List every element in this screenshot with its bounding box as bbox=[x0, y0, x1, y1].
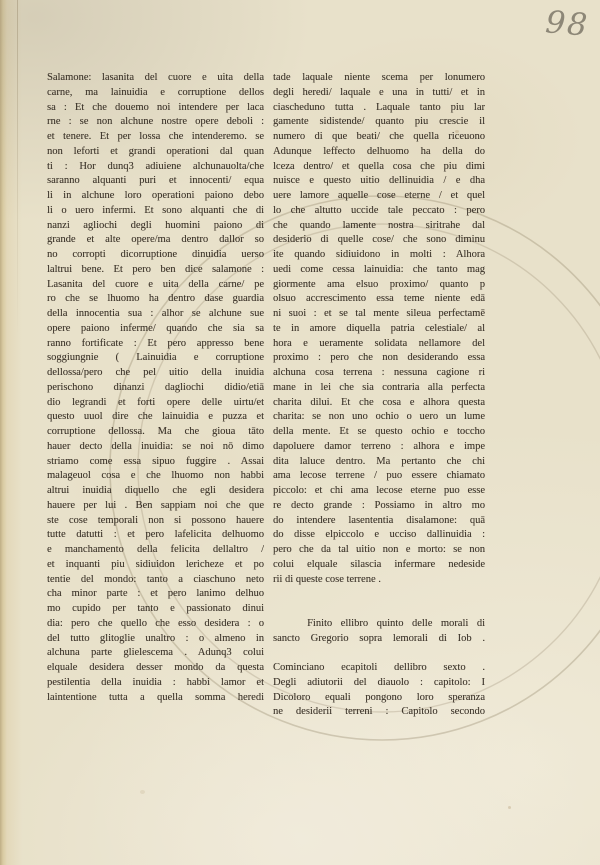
text-line: li in alchune loro operationi paiono debo bbox=[47, 190, 264, 201]
text-line: do intendere lasententia disalamone: quā bbox=[273, 514, 485, 526]
text-line: sancto Gregorio sopra lemorali di Iob . bbox=[273, 632, 485, 644]
text-line bbox=[273, 602, 485, 617]
text-line: dapoluere damor terreno : alhora e impe bbox=[273, 440, 485, 452]
paper-stain bbox=[455, 130, 459, 133]
text-line: charita: se non uno ochio o uero un lume bbox=[273, 411, 485, 423]
text-line: ciascheduno tutta . Laquale tanto piu lar bbox=[273, 101, 485, 113]
text-line: tutte datutti : et pero lafelicita delhuomo bbox=[47, 529, 264, 541]
text-line: mane in lei che sia contraria alla perfecta bbox=[273, 381, 485, 393]
text-line: ite quando sidiuidono in molti : Alhora bbox=[273, 249, 485, 260]
text-line: rii di queste cose terrene . bbox=[273, 573, 381, 585]
text-line: opere paiono inferme/ quando che sia sa bbox=[47, 322, 264, 334]
text-line: uere lamore aquelle cose eterne / et quel bbox=[273, 190, 485, 201]
text-line: tentie del mondo: tanto a ciaschuno neto bbox=[47, 573, 264, 585]
text-line: soggiungnie ( Lainuidia e corruptione bbox=[47, 352, 264, 364]
paper-stain bbox=[140, 790, 145, 794]
text-line: grande et alte opere/ma dentro dallor so bbox=[47, 234, 264, 246]
text-line: et tenere. Et per lossa che intenderemo. se bbox=[47, 131, 264, 142]
text-line: te in amore diquella patria celestiale/ al bbox=[273, 322, 485, 334]
text-line: non leforti et grandi operationi dal quan bbox=[47, 145, 264, 157]
text-line: e manchamento della felicita dellaltro / bbox=[47, 544, 264, 555]
text-line: Lasanita del cuore e uita della carne/ pe bbox=[47, 278, 264, 290]
text-line: Degli adiutorii del diauolo : capitolo: I bbox=[273, 676, 485, 688]
text-line: che quando lamente nostra siritrahe dal bbox=[273, 219, 485, 231]
text-line: pestilentia della inuidia : habbi lamor et bbox=[47, 676, 264, 688]
text-line: re decto grande : Possiamo in altro mo bbox=[273, 499, 485, 511]
text-line: colui elquale silascia infermare nedeside bbox=[273, 558, 485, 570]
text-line: della mente. Et se questo ochio e toccho bbox=[273, 426, 485, 437]
text-line: proximo : pero che non desiderando essa bbox=[273, 352, 485, 364]
text-line: tade laquale niente scema per lonumero bbox=[273, 72, 485, 83]
text-line: alchuna parte glielescema . Adunq3 colui bbox=[47, 647, 264, 659]
text-line: charita dilui. Et che cosa e alhora questa bbox=[273, 396, 485, 408]
text-line: gamente sidistende/ quanto piu crescie il bbox=[273, 116, 485, 128]
text-line: ne desiderii terreni : Capitolo secondo bbox=[273, 706, 485, 718]
paper-fold-line bbox=[17, 0, 18, 340]
text-line: del tutto glitoglie unaltro : o almeno in bbox=[47, 632, 264, 644]
text-line: rne : se non alchune nostre opere deboli : bbox=[47, 116, 264, 128]
text-line: dita laluce dentro. Ma pertanto che chi bbox=[273, 455, 485, 467]
text-line: giormente ama elsuo proximo/ quanto p bbox=[273, 278, 485, 290]
text-line: perischono dinanzi dagliochi didio/etiā bbox=[47, 381, 264, 393]
text-line: nuisce e questo uitio dellinuidia / e dha bbox=[273, 175, 485, 187]
text-line: pero che da tal uitio non e morto: se non bbox=[273, 544, 485, 555]
text-line: numero di que beati/ che quella riceuono bbox=[273, 131, 485, 142]
text-line: ro che se lhuomo ha dentro dase guardia bbox=[47, 293, 264, 305]
text-line: della innocentia sua : alhor se alchune sue bbox=[47, 308, 264, 319]
text-line: hauere per lui . Ben sappiam noi che que bbox=[47, 499, 264, 511]
text-line: hauer decto della inuidia: se noi nō dimo bbox=[47, 440, 264, 452]
text-line: cha minor parte : et pero lanimo delhuo bbox=[47, 588, 264, 600]
text-line: hora e ueramente solidata nellamore del bbox=[273, 337, 485, 349]
text-line: corruptione dellossa. Ma che gioua tāto bbox=[47, 426, 264, 437]
text-line: malageuol cosa e che lhuomo non habbi bbox=[47, 470, 264, 482]
text-line: dio legrandi et forti opere delle uirtu/et bbox=[47, 396, 264, 408]
text-line: ama lecose terrene / puo essere chiamato bbox=[273, 470, 485, 482]
text-line: mo cupido per tanto e passionato dinui bbox=[47, 603, 264, 614]
text-line: Salamone: lasanita del cuore e uita della bbox=[47, 72, 264, 83]
text-line: olsuo accrescimento essa teme niente edā bbox=[273, 293, 485, 305]
text-line: uedi come cessa lainuidia: che tanto mag bbox=[273, 263, 485, 275]
text-line: Cominciano ecapitoli dellibro sexto . bbox=[273, 662, 485, 673]
text-line: lo che altutto uccide tale peccato : pero bbox=[273, 204, 485, 216]
text-line: ranno fortificate : Et pero appresso bene bbox=[47, 337, 264, 349]
text-line: saranno alquanti puri et innocenti/ equa bbox=[47, 175, 264, 187]
text-column-right bbox=[273, 71, 485, 720]
text-line: carne, ma lainuidia e corruptione dellos bbox=[47, 86, 264, 98]
text-line: piccolo: et chi ama lecose eterne puo esse bbox=[273, 485, 485, 496]
text-line: dellossa/pero che pel uitio della inuidia bbox=[47, 367, 264, 378]
text-line: do disse elpiccolo e ucciso dallinuidia : bbox=[273, 529, 485, 541]
text-line bbox=[273, 646, 485, 661]
text-line: striamo come essa sipuo fuggire . Assai bbox=[47, 455, 264, 467]
text-line: lceza dentro/ et quella cosa che piu dimi bbox=[273, 160, 485, 172]
text-line: desiderio di quelle cose/ che sono diminu bbox=[273, 234, 485, 246]
text-line: ni suoi : et se tal mente sileua perfectamē bbox=[273, 308, 485, 319]
text-line: alchuna cosa terrena : nessuna cagione ri bbox=[273, 367, 485, 378]
text-line: laintentione tutta a quella somma heredi bbox=[47, 691, 264, 703]
text-line: degli heredi/ laquale e una in tutti/ et in bbox=[273, 86, 485, 98]
text-line: altrui inuidia diquello che egli desidera bbox=[47, 485, 264, 496]
text-line: Adunque leffecto delhuomo ha della do bbox=[273, 145, 485, 157]
text-line: Finito ellibro quinto delle morali di bbox=[273, 617, 485, 629]
text-line: no corropti dicorruptione dinuidia uerso bbox=[47, 249, 264, 260]
text-line: dia: pero che quello che esso desidera : o bbox=[47, 617, 264, 629]
page-number-annotation: 98 bbox=[544, 4, 591, 44]
text-line: et inquanti piu sidiuidon lericheze et po bbox=[47, 558, 264, 570]
text-line: li o uero infermi. Et sono alquanti che di bbox=[47, 204, 264, 216]
text-line bbox=[273, 587, 485, 602]
text-line: ti : Hor dunq3 adiuiene alchunauolta/che bbox=[47, 160, 264, 172]
text-line: questo uuol dire che lainuidia e puzza et bbox=[47, 411, 264, 423]
text-line: elquale desidera desser mondo da questa bbox=[47, 662, 264, 673]
text-column-left bbox=[47, 71, 264, 705]
paper-stain bbox=[508, 806, 511, 809]
text-line: laltrui bene. Et pero ben dice salamone : bbox=[47, 263, 264, 275]
text-line: Dicoloro equali pongono loro speranza bbox=[273, 691, 485, 703]
text-line: nanzi agliochi degli huomini paiono di bbox=[47, 219, 264, 231]
text-line: ste cose temporali non si possono hauere bbox=[47, 514, 264, 526]
text-line: sa : Et che douemo noi intendere per laca bbox=[47, 101, 264, 113]
